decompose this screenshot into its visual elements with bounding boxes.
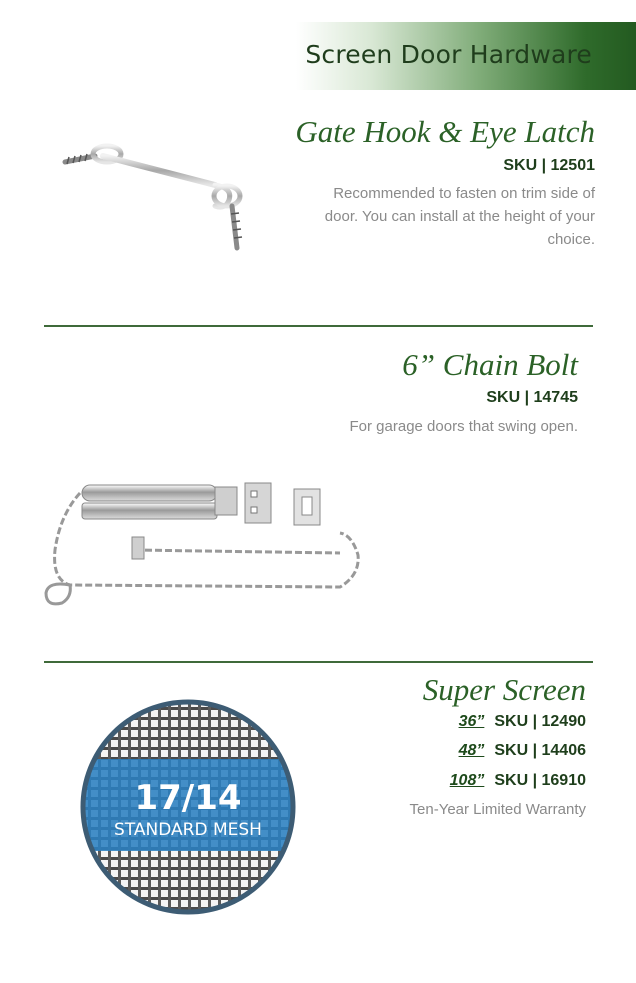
chain-bolt-image <box>40 475 370 615</box>
product-title: Super Screen <box>422 672 586 707</box>
size-sku: SKU | 16910 <box>494 772 586 789</box>
product-description: For garage doors that swing open. <box>349 418 578 435</box>
size-row <box>459 742 586 760</box>
size-row <box>459 713 586 731</box>
badge-mesh-label: STANDARD MESH <box>114 820 262 840</box>
section-divider <box>44 325 593 327</box>
page-title: Screen Door Hardware <box>305 40 592 69</box>
warranty-text: Ten-Year Limited Warranty <box>409 801 586 818</box>
size-row <box>450 772 586 790</box>
screen-mesh-badge <box>78 697 298 917</box>
product-sku: SKU | 12501 <box>503 157 595 174</box>
badge-mesh-count: 17/14 <box>134 778 242 818</box>
product-title: 6” Chain Bolt <box>402 347 578 382</box>
size-sku: SKU | 14406 <box>494 742 586 759</box>
product-title: Gate Hook & Eye Latch <box>295 114 595 149</box>
section-divider <box>44 661 593 663</box>
product-description: Recommended to fasten on trim side of door. You can install at the height of your choice. <box>324 185 595 248</box>
size-label: 48” <box>458 742 485 759</box>
size-label: 108” <box>449 772 485 789</box>
gate-hook-eye-latch-image <box>55 140 255 255</box>
size-sku: SKU | 12490 <box>494 713 586 730</box>
size-label: 36” <box>458 713 485 730</box>
product-sku: SKU | 14745 <box>486 389 578 406</box>
